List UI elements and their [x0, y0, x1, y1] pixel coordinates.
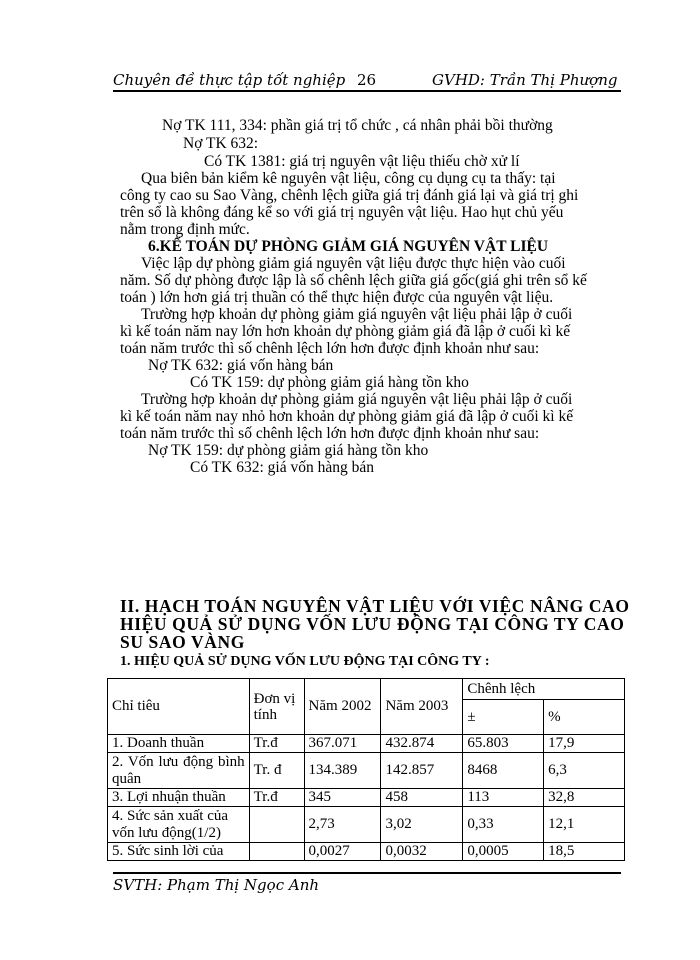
header-absolute: ±: [463, 700, 544, 735]
paragraph-line: toán năm trước thì số chênh lệch lớn hơn được định khoản như sau:: [120, 425, 540, 442]
entry-line: Có TK 159: dự phòng giảm giá hàng tồn kho: [190, 374, 469, 391]
paragraph-line: nằm trong định mức.: [120, 221, 250, 238]
header-percent: %: [544, 700, 625, 735]
cell-abs: 0,33: [463, 807, 544, 843]
cell-abs: 8468: [463, 753, 544, 789]
cell-indicator: 3. Lợi nhuận thuần: [108, 789, 250, 807]
header-indicator: Chỉ tiêu: [108, 679, 250, 735]
cell-unit: Tr. đ: [249, 753, 304, 789]
section-heading-ii: II. HẠCH TOÁN NGUYÊN VẬT LIỆU VỚI VIỆC NÂNG CAO: [120, 596, 630, 616]
header-year-2003: Năm 2003: [381, 679, 463, 735]
entry-line: Có TK 632: giá vốn hàng bán: [190, 459, 374, 476]
header-rule: [113, 90, 621, 92]
table-row: [108, 735, 625, 753]
entry-line: Nợ TK 632: giá vốn hàng bán: [148, 357, 334, 374]
cell-indicator: 5. Sức sinh lời của: [108, 843, 250, 861]
table-row: [108, 843, 625, 861]
table-row: [108, 753, 625, 789]
paragraph-line: công ty cao su Sao Vàng, chênh lệch giữa giá trị đánh giá lại và giá trị ghi: [120, 187, 579, 204]
cell-unit: Tr.đ: [249, 789, 304, 807]
footer-student: SVTH: Phạm Thị Ngọc Anh: [113, 876, 320, 894]
cell-abs: 0,0005: [463, 843, 544, 861]
table-header-row: [108, 679, 625, 700]
page-number: 26: [357, 71, 377, 89]
cell-2003: 142.857: [381, 753, 463, 789]
section-heading-ii: HIỆU QUẢ SỬ DỤNG VỐN LƯU ĐỘNG TẠI CÔNG TY CAO: [120, 614, 625, 634]
paragraph-line: kì kế toán năm nay nhỏ hơn khoản dự phòng giảm giá đã lập ở cuối kì kế: [120, 408, 574, 425]
cell-pct: 12,1: [544, 807, 625, 843]
cell-pct: 17,9: [544, 735, 625, 753]
header-year-2002: Năm 2002: [304, 679, 381, 735]
header-unit: Đơn vị tính: [249, 679, 304, 735]
table-row: [108, 789, 625, 807]
cell-indicator: 2. Vốn lưu động bình quân: [108, 753, 250, 789]
efficiency-table: [107, 678, 625, 861]
table-row: [108, 807, 625, 843]
cell-abs: 113: [463, 789, 544, 807]
cell-2003: 0,0032: [381, 843, 463, 861]
cell-2002: 2,73: [304, 807, 381, 843]
cell-2003: 458: [381, 789, 463, 807]
cell-indicator: 1. Doanh thuần: [108, 735, 250, 753]
paragraph-line: toán năm trước thì số chênh lệch lớn hơn được định khoản như sau:: [120, 340, 540, 357]
paragraph-line: Trường hợp khoản dự phòng giảm giá nguyên vật liệu phải lập ở cuối: [141, 391, 573, 408]
cell-pct: 6,3: [544, 753, 625, 789]
paragraph-line: Qua biên bản kiểm kê nguyên vật liệu, công cụ dụng cụ ta thấy: tại: [141, 170, 556, 187]
header-title: Chuyên đề thực tập tốt nghiệp: [113, 71, 346, 89]
cell-abs: 65.803: [463, 735, 544, 753]
entry-line: Nợ TK 159: dự phòng giảm giá hàng tồn kho: [148, 442, 429, 459]
cell-unit: [249, 843, 304, 861]
cell-unit: [249, 807, 304, 843]
paragraph-line: năm. Số dự phòng được lập là số chênh lệch giữa giá gốc(giá ghi trên sổ kế: [120, 272, 587, 289]
cell-2002: 134.389: [304, 753, 381, 789]
cell-pct: 18,5: [544, 843, 625, 861]
cell-2002: 0,0027: [304, 843, 381, 861]
section-heading-ii: SU SAO VÀNG: [120, 632, 245, 652]
entry-line: Có TK 1381: giá trị nguyên vật liệu thiếu chờ xử lí: [204, 153, 520, 170]
entry-line: Nợ TK 632:: [183, 135, 259, 152]
header-difference: Chênh lệch: [463, 679, 625, 700]
header-advisor: GVHD: Trần Thị Phượng: [432, 71, 618, 89]
cell-2002: 345: [304, 789, 381, 807]
subsection-heading: 1. HIỆU QUẢ SỬ DỤNG VỐN LƯU ĐỘNG TẠI CÔNG TY :: [120, 654, 490, 669]
cell-2002: 367.071: [304, 735, 381, 753]
paragraph-line: trên sổ là không đáng kể so với giá trị nguyên vật liệu. Hao hụt chủ yếu: [120, 204, 564, 221]
cell-indicator: 4. Sức sản xuất của vốn lưu động(1/2): [108, 807, 250, 843]
footer-rule: [113, 872, 621, 874]
paragraph-line: toán ) lớn hơn giá trị thuần có thể thực hiện được của nguyên vật liệu.: [120, 289, 554, 306]
paragraph-line: Trường hợp khoản dự phòng giảm giá nguyên vật liệu phải lập ở cuối: [141, 306, 573, 323]
cell-2003: 432.874: [381, 735, 463, 753]
cell-unit: Tr.đ: [249, 735, 304, 753]
section-heading-6: 6.KẾ TOÁN DỰ PHÒNG GIẢM GIÁ NGUYÊN VẬT LIỆU: [148, 238, 549, 255]
cell-2003: 3,02: [381, 807, 463, 843]
paragraph-line: kì kế toán năm nay lớn hơn khoản dự phòng giảm giá đã lập ở cuối kì kế: [120, 323, 571, 340]
cell-pct: 32,8: [544, 789, 625, 807]
paragraph-line: Việc lập dự phòng giảm giá nguyên vật liệu được thực hiện vào cuối: [141, 255, 566, 272]
entry-line: Nợ TK 111, 334: phần giá trị tổ chức , cá nhân phải bồi thường: [162, 117, 553, 134]
